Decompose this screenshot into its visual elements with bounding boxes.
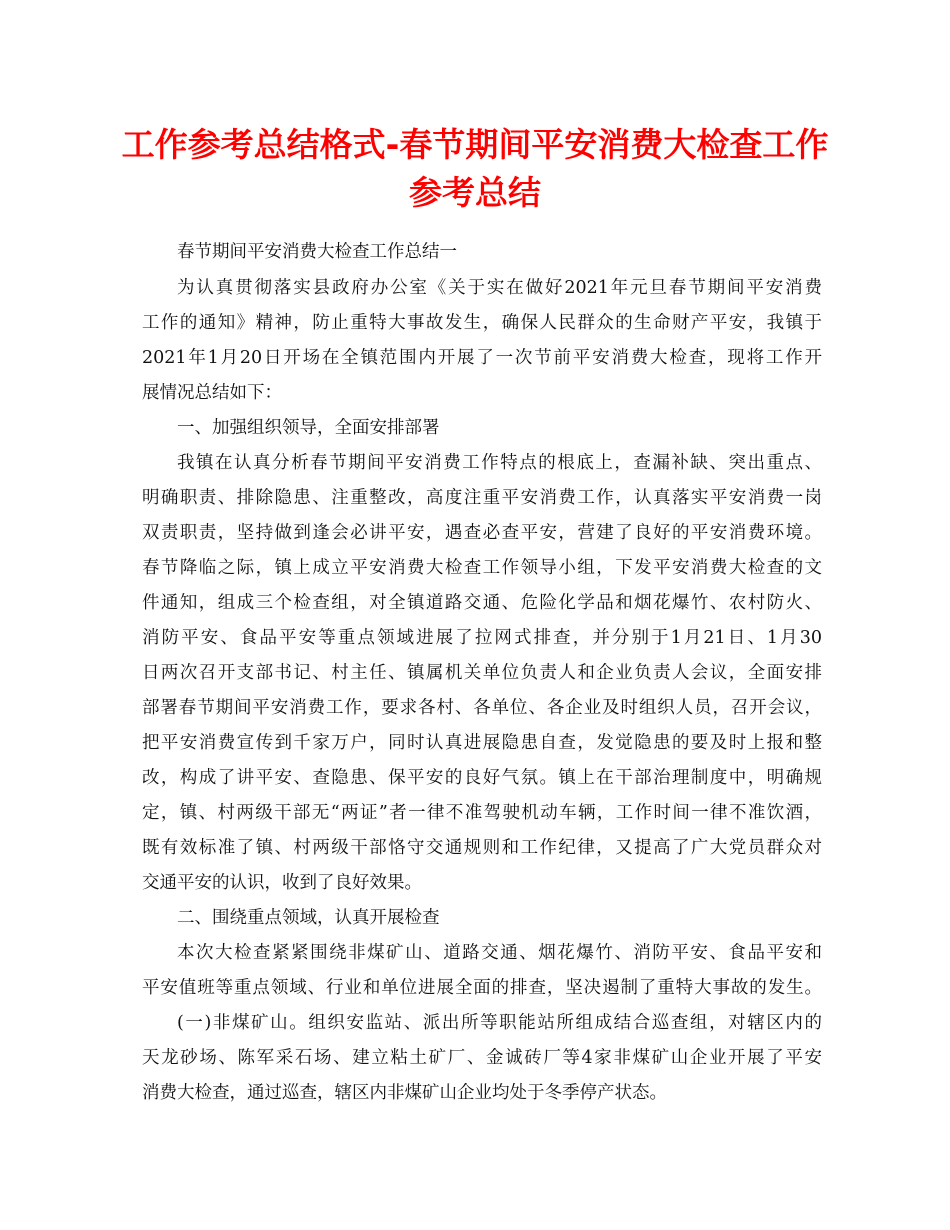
- section-heading-two: 二、围绕重点领域，认真开展检查: [177, 908, 440, 928]
- paragraph-line: 为认真贯彻落实县政府办公室《关于实在做好2021年元旦春节期间平安消费: [177, 278, 822, 298]
- paragraph-line: 展情况总结如下：: [142, 383, 282, 403]
- paragraph-line: 日两次召开支部书记、村主任、镇属机关单位负责人和企业负责人会议，全面安排: [142, 663, 822, 683]
- paragraph-line: 把平安消费宣传到千家万户，同时认真进展隐患自查，发觉隐患的要及时上报和整: [142, 733, 822, 753]
- section-heading-one: 一、加强组织领导，全面安排部署: [177, 418, 440, 438]
- paragraph-line: 2021年1月20日开场在全镇范围内开展了一次节前平安消费大检查，现将工作开: [142, 348, 822, 368]
- paragraph-line: 改，构成了讲平安、查隐患、保平安的良好气氛。镇上在干部治理制度中，明确规: [142, 768, 822, 788]
- paragraph-line: 消费大检查，通过巡查，辖区内非煤矿山企业均处于冬季停产状态。: [142, 1083, 667, 1103]
- paragraph-line: 工作的通知》精神，防止重特大事故发生，确保人民群众的生命财产平安，我镇于: [142, 313, 822, 333]
- document-title-line-1: 工作参考总结格式-春节期间平安消费大检查工作: [121, 125, 829, 164]
- document-title-line-2: 参考总结: [409, 173, 541, 212]
- section-heading-summary-one: 春节期间平安消费大检查工作总结一: [177, 242, 457, 262]
- paragraph-line: 我镇在认真分析春节期间平安消费工作特点的根底上，查漏补缺、突出重点、: [177, 453, 822, 473]
- paragraph-line: (一)非煤矿山。组织安监站、派出所等职能站所组成结合巡查组，对辖区内的: [177, 1013, 822, 1033]
- paragraph-line: 双责职责，坚持做到逢会必讲平安，遇查必查平安，营建了良好的平安消费环境。: [142, 523, 822, 543]
- paragraph-line: 天龙砂场、陈军采石场、建立粘土矿厂、金诚砖厂等4家非煤矿山企业开展了平安: [142, 1048, 822, 1068]
- paragraph-line: 本次大检查紧紧围绕非煤矿山、道路交通、烟花爆竹、消防平安、食品平安和: [177, 943, 822, 963]
- paragraph-line: 既有效标准了镇、村两级干部恪守交通规则和工作纪律，又提高了广大党员群众对: [142, 838, 822, 858]
- paragraph-line: 件通知，组成三个检查组，对全镇道路交通、危险化学品和烟花爆竹、农村防火、: [142, 593, 822, 613]
- paragraph-line: 交通平安的认识，收到了良好效果。: [142, 873, 422, 893]
- paragraph-line: 消防平安、食品平安等重点领域进展了拉网式排查，并分别于1月21日、1月30: [142, 628, 822, 648]
- paragraph-line: 定，镇、村两级干部无“两证”者一律不准驾驶机动车辆，工作时间一律不准饮酒，: [142, 803, 822, 823]
- paragraph-line: 春节降临之际，镇上成立平安消费大检查工作领导小组，下发平安消费大检查的文: [142, 558, 822, 578]
- paragraph-line: 明确职责、排除隐患、注重整改，高度注重平安消费工作，认真落实平安消费一岗: [142, 488, 822, 508]
- paragraph-line: 平安值班等重点领域、行业和单位进展全面的排查，坚决遏制了重特大事故的发生。: [142, 978, 822, 998]
- paragraph-line: 部署春节期间平安消费工作，要求各村、各单位、各企业及时组织人员，召开会议，: [142, 698, 822, 718]
